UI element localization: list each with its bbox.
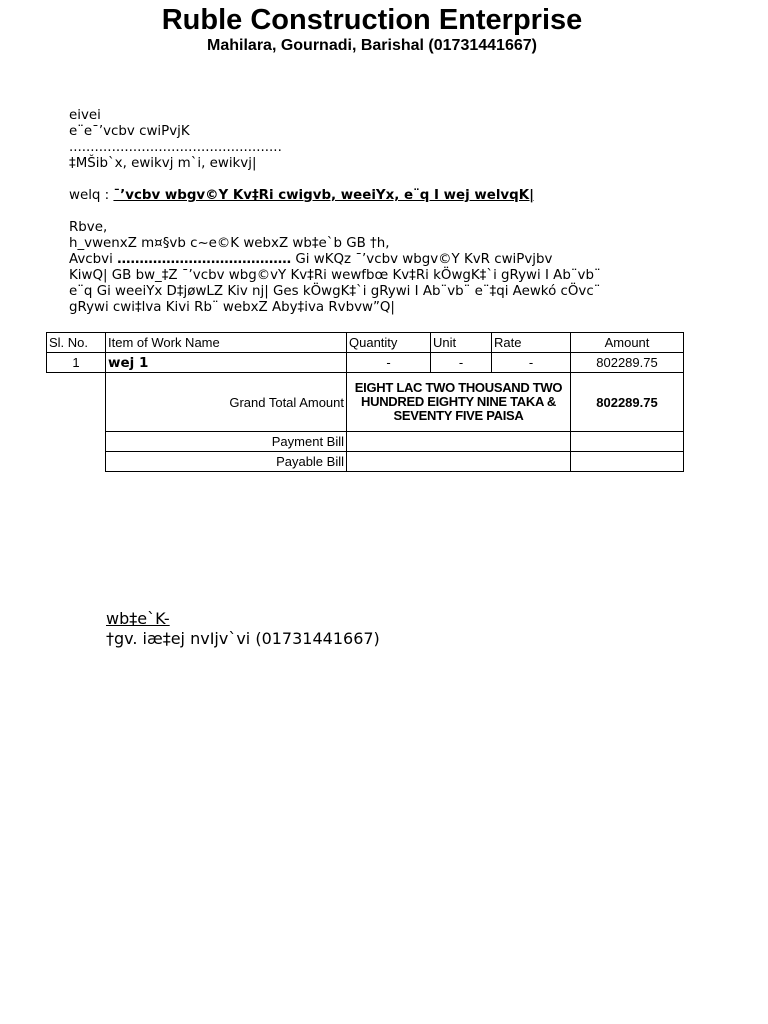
cell-unit: - xyxy=(431,353,492,373)
body-line: KiwQ| GB bw_‡Z ¯’vcbv wbg©vY Kv‡Ri wewfbœ Kv‡Ri kÖwgK‡`i gRywi I Ab¨vb¨ xyxy=(69,268,601,283)
signature-name: †gv. iæ‡ej nvIjv`vi (01731441667) xyxy=(106,629,380,648)
cell-item: wej 1 xyxy=(106,353,347,373)
recipient-title: e¨e¯’vcbv cwiPvjK xyxy=(69,124,190,139)
body-line: e¨q Gi weeiYx D‡jøwLZ Kiv nj| Ges kÖwgK‡`i gRywi I Ab¨vb¨ e¨‡qi Aewkó cÖvc¨ xyxy=(69,284,601,299)
header-rate: Rate xyxy=(492,333,571,353)
salutation: Rbve, xyxy=(69,220,108,235)
payment-bill-row xyxy=(47,432,684,452)
grand-total-row xyxy=(47,373,684,432)
body-line xyxy=(69,252,669,268)
subject-text: ¯’vcbv wbgv©Y Kv‡Ri cwigvb, weeiYx, e¨q I wej welvqK| xyxy=(113,188,534,203)
body-line: gRywi cwi‡lva Kivi Rb¨ webxZ Aby‡iva Rvbvw”Q| xyxy=(69,300,395,315)
body-line: h_vwenxZ m¤§vb c~e©K webxZ wb‡e`b GB †h, xyxy=(69,236,390,251)
cell-quantity: - xyxy=(347,353,431,373)
payment-bill-value xyxy=(347,432,571,452)
letter-body xyxy=(69,108,669,316)
payment-bill-label: Payment Bill xyxy=(106,432,347,452)
grand-total-label: Grand Total Amount xyxy=(106,373,347,432)
table-header-row xyxy=(47,333,684,353)
letter-to: eivei xyxy=(69,108,101,123)
cell-sl: 1 xyxy=(47,353,106,373)
payable-bill-value xyxy=(347,452,571,472)
cell-amount: 802289.75 xyxy=(571,353,684,373)
recipient-location: ‡MŠib`x, ewikvj m`i, ewikvj| xyxy=(69,156,257,171)
bill-table xyxy=(46,332,684,472)
subject-line xyxy=(69,188,669,204)
body-dots: ………………………………… xyxy=(117,252,292,267)
payable-bill-row xyxy=(47,452,684,472)
body-prefix: Avcbvi xyxy=(69,252,118,267)
payment-bill-amount xyxy=(571,432,684,452)
grand-total-words: EIGHT LAC TWO THOUSAND TWO HUNDRED EIGHTY NINE TAKA & SEVENTY FIVE PAISA xyxy=(347,373,571,432)
payable-bill-amount xyxy=(571,452,684,472)
letterhead xyxy=(0,4,744,56)
company-name: Ruble Construction Enterprise xyxy=(161,4,583,36)
header-sl: Sl. No. xyxy=(47,333,106,353)
signature-title: wb‡e`K- xyxy=(106,609,170,628)
header-quantity: Quantity xyxy=(347,333,431,353)
grand-total-amount: 802289.75 xyxy=(571,373,684,432)
subject-label: welq : xyxy=(69,188,114,203)
header-amount: Amount xyxy=(571,333,684,353)
signature-block xyxy=(106,609,380,649)
payable-bill-label: Payable Bill xyxy=(106,452,347,472)
dotted-line: .................................................. xyxy=(69,140,282,155)
header-unit: Unit xyxy=(431,333,492,353)
company-address: Mahilara, Gournadi, Barishal (01731441667) xyxy=(207,37,537,54)
body-suffix: Gi wKQz ¯’vcbv wbgv©Y KvR cwiPvjbv xyxy=(291,252,553,267)
header-item: Item of Work Name xyxy=(106,333,347,353)
table-row xyxy=(47,353,684,373)
cell-rate: - xyxy=(492,353,571,373)
